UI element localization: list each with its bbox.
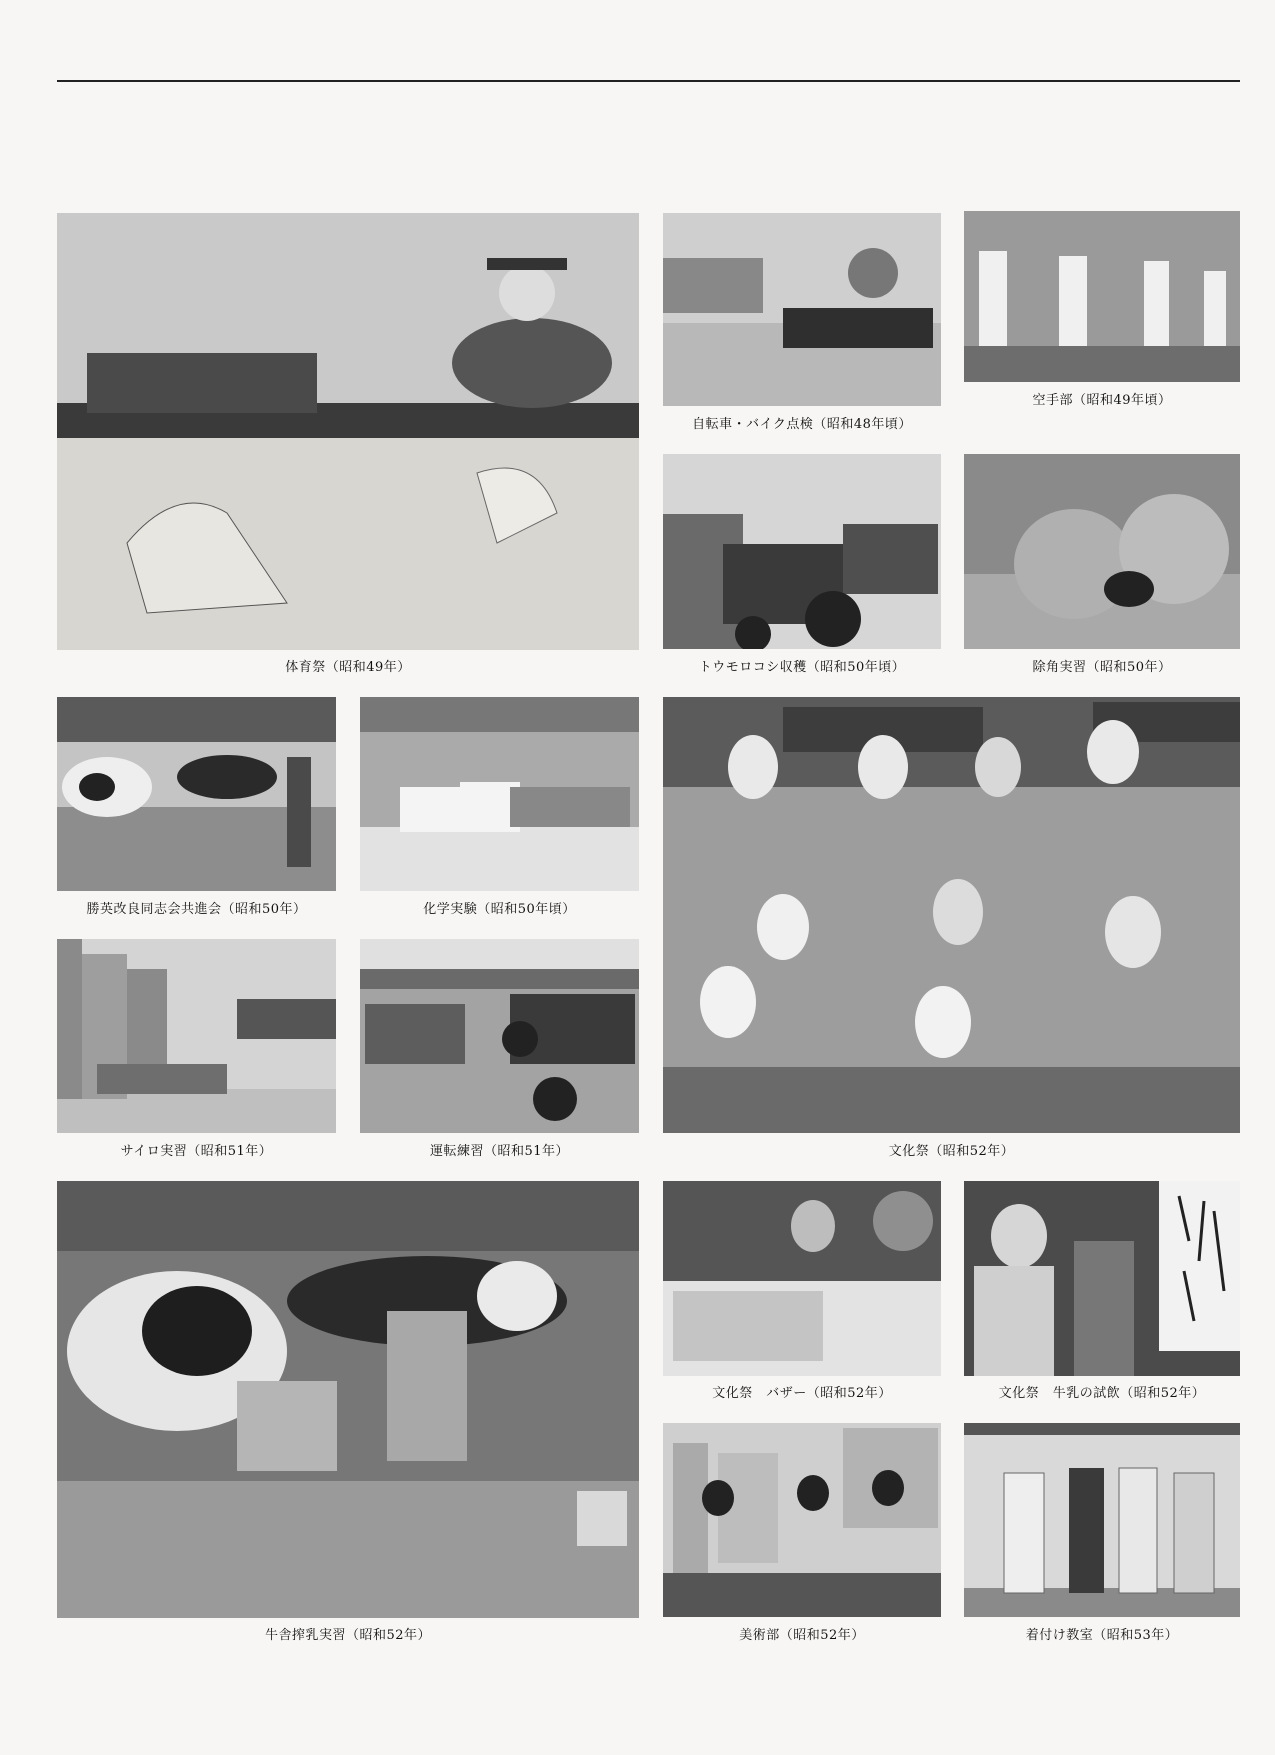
photo-milking [57,1181,639,1618]
caption-bike-inspection: 自転車・バイク点検（昭和48年頃） [692,417,912,432]
caption-chemistry: 化学実験（昭和50年頃） [423,902,576,917]
photo-bike-inspection [663,213,941,406]
photo-cattle-show [57,697,336,891]
caption-silo: サイロ実習（昭和51年） [120,1144,273,1159]
caption-kimono-class: 着付け教室（昭和53年） [1025,1628,1179,1643]
photo-bazaar [663,1181,941,1376]
caption-sports-festival: 体育祭（昭和49年） [285,660,411,675]
photo-corn-harvest [663,454,941,649]
caption-driving: 運転練習（昭和51年） [429,1144,570,1159]
caption-dehorning: 除角実習（昭和50年） [1032,660,1172,675]
photo-kimono-class [964,1423,1240,1617]
photo-dehorning [964,454,1240,649]
caption-culture-festival: 文化祭（昭和52年） [888,1144,1015,1159]
caption-bazaar: 文化祭 バザー（昭和52年） [712,1386,892,1401]
photo-culture-festival [663,697,1240,1133]
caption-karate-club: 空手部（昭和49年頃） [1032,393,1172,408]
caption-cattle-show: 勝英改良同志会共進会（昭和50年） [86,902,307,917]
photo-chemistry [360,697,639,891]
photo-milk-tasting [964,1181,1240,1376]
caption-corn-harvest: トウモロコシ収穫（昭和50年頃） [698,660,906,675]
caption-art-club: 美術部（昭和52年） [739,1628,865,1643]
photo-sports-festival [57,213,639,650]
header-rule [57,80,1240,82]
photo-karate-club [964,211,1240,382]
caption-milk-tasting: 文化祭 牛乳の試飲（昭和52年） [998,1386,1206,1401]
caption-milking: 牛舎搾乳実習（昭和52年） [264,1628,432,1643]
photo-driving [360,939,639,1133]
photo-art-club [663,1423,941,1617]
photo-silo [57,939,336,1133]
